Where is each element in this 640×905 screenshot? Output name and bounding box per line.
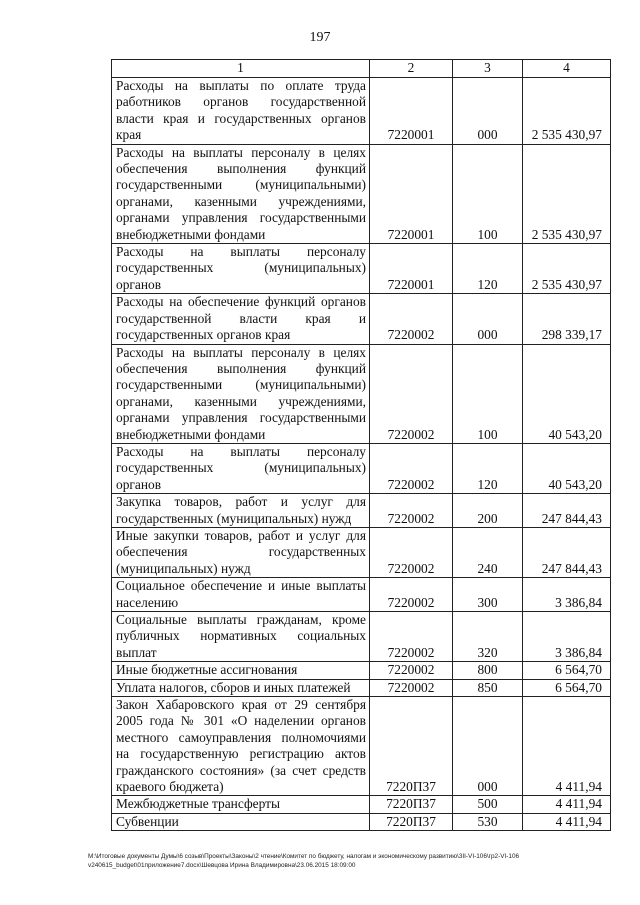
row-code: 7220002 — [370, 344, 453, 443]
row-type: 000 — [453, 697, 523, 796]
row-code: 7220002 — [370, 578, 453, 612]
row-code: 7220002 — [370, 443, 453, 493]
row-code: 7220002 — [370, 294, 453, 344]
row-amount: 4 411,94 — [523, 697, 611, 796]
row-code: 7220П37 — [370, 697, 453, 796]
row-type: 240 — [453, 527, 523, 577]
row-name: Расходы на выплаты персоналу государственных (муниципальных) органов — [112, 443, 370, 493]
row-code: 7220001 — [370, 144, 453, 243]
header-code: 2 — [370, 60, 453, 78]
page-number: 197 — [309, 30, 331, 45]
row-name: Субвенции — [112, 813, 370, 830]
row-code: 7220П37 — [370, 796, 453, 813]
row-name: Расходы на выплаты персоналу государственных (муниципальных) органов — [112, 244, 370, 294]
table-row — [112, 443, 611, 493]
row-amount: 247 844,43 — [523, 527, 611, 577]
row-amount: 40 543,20 — [523, 344, 611, 443]
row-amount: 3 386,84 — [523, 578, 611, 612]
row-type: 300 — [453, 578, 523, 612]
row-code: 7220П37 — [370, 813, 453, 830]
table-row — [112, 612, 611, 662]
row-name: Расходы на выплаты по оплате труда работников органов государственной власти края и государственных органов края — [112, 78, 370, 145]
row-name: Иные закупки товаров, работ и услуг для обеспечения государственных (муниципальных) нужд — [112, 527, 370, 577]
row-code: 7220001 — [370, 78, 453, 145]
row-type: 320 — [453, 612, 523, 662]
row-code: 7220002 — [370, 494, 453, 528]
row-type: 100 — [453, 144, 523, 243]
row-name: Уплата налогов, сборов и иных платежей — [112, 679, 370, 696]
row-type: 120 — [453, 443, 523, 493]
header-name: 1 — [112, 60, 370, 78]
row-amount: 2 535 430,97 — [523, 144, 611, 243]
row-name: Межбюджетные трансферты — [112, 796, 370, 813]
row-amount: 4 411,94 — [523, 796, 611, 813]
row-name: Социальные выплаты гражданам, кроме публичных нормативных социальных выплат — [112, 612, 370, 662]
table-row — [112, 344, 611, 443]
row-type: 000 — [453, 78, 523, 145]
table-row — [112, 244, 611, 294]
budget-table — [111, 59, 611, 831]
table-row — [112, 662, 611, 679]
row-amount: 3 386,84 — [523, 612, 611, 662]
table-row — [112, 144, 611, 243]
table-row — [112, 578, 611, 612]
row-type: 000 — [453, 294, 523, 344]
row-type: 120 — [453, 244, 523, 294]
table-header-row — [112, 60, 611, 78]
row-code: 7220002 — [370, 662, 453, 679]
row-type: 100 — [453, 344, 523, 443]
row-code: 7220002 — [370, 679, 453, 696]
row-code: 7220002 — [370, 612, 453, 662]
row-amount: 247 844,43 — [523, 494, 611, 528]
row-name: Закон Хабаровского края от 29 сентября 2005 года № 301 «О наделении органов местного самоуправления полномочиями на государственную регистрацию актов гражданского состояния» (за счет средств краевого бюджета) — [112, 697, 370, 796]
table-row — [112, 679, 611, 696]
row-amount: 2 535 430,97 — [523, 244, 611, 294]
table-row — [112, 294, 611, 344]
header-type: 3 — [453, 60, 523, 78]
table-row — [112, 697, 611, 796]
row-name: Расходы на выплаты персоналу в целях обеспечения выполнения функций государственными (муниципальными) органами, казенными учреждениями, органами управления государственными внебюджетными фондами — [112, 344, 370, 443]
row-code: 7220002 — [370, 527, 453, 577]
row-code: 7220001 — [370, 244, 453, 294]
row-name: Иные бюджетные ассигнования — [112, 662, 370, 679]
table-row — [112, 494, 611, 528]
row-name: Расходы на обеспечение функций органов государственной власти края и государственных органов края — [112, 294, 370, 344]
row-name: Расходы на выплаты персоналу в целях обеспечения выполнения функций государственными (муниципальными) органами, казенными учреждениями, органами управления государственными внебюджетными фондами — [112, 144, 370, 243]
header-amount: 4 — [523, 60, 611, 78]
row-type: 800 — [453, 662, 523, 679]
row-type: 530 — [453, 813, 523, 830]
row-type: 200 — [453, 494, 523, 528]
table-row — [112, 813, 611, 830]
row-name: Социальное обеспечение и иные выплаты населению — [112, 578, 370, 612]
table-row — [112, 796, 611, 813]
row-amount: 2 535 430,97 — [523, 78, 611, 145]
row-amount: 298 339,17 — [523, 294, 611, 344]
row-amount: 6 564,70 — [523, 662, 611, 679]
row-name: Закупка товаров, работ и услуг для государственных (муниципальных) нужд — [112, 494, 370, 528]
row-type: 850 — [453, 679, 523, 696]
table-row — [112, 527, 611, 577]
row-amount: 40 543,20 — [523, 443, 611, 493]
file-path-footer: M:\Итоговые документы Думы\6 созыв\Проекты\Законы\2 чтение\Комитет по бюджету, налогам и экономическому развитию\3II-VI-106\гр2-VI-106 v240615_budget\01приложение7.docx\Шевцова Ирина Владимировна\23.06.2015 18:09:00 — [88, 853, 520, 869]
row-type: 500 — [453, 796, 523, 813]
row-amount: 4 411,94 — [523, 813, 611, 830]
table-row — [112, 78, 611, 145]
row-amount: 6 564,70 — [523, 679, 611, 696]
